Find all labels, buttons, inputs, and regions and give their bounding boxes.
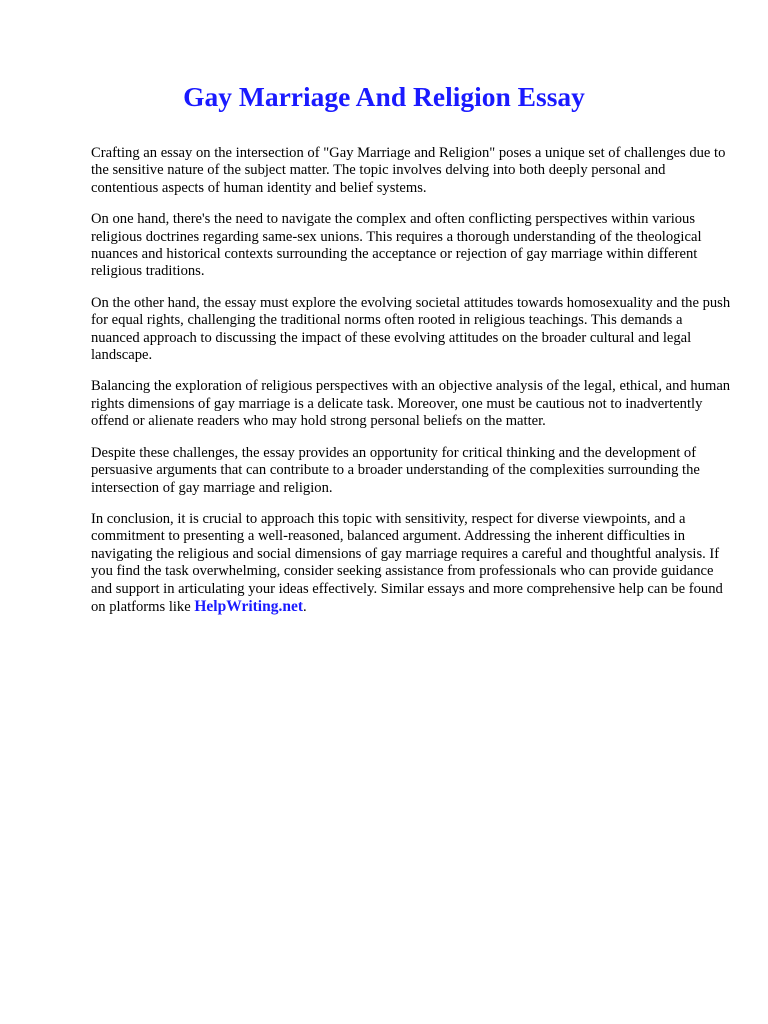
conclusion-text: In conclusion, it is crucial to approach this topic with sensitivity, respect for diverse viewpoints, and a commitment to presenting a well-reasoned, balanced argument. Addressing the inherent difficulties in navigating the religious and social dimensions of gay marriage requires a careful and thoughtful analysis. If you find the task overwhelming, consider seeking assistance from professionals who can provide guidance and support in articulating your ideas effectively. Similar essays and more comprehensive help can be found on platforms like	[91, 510, 723, 615]
conclusion-period: .	[303, 598, 307, 615]
paragraph-4: Balancing the exploration of religious perspectives with an objective analysis of the legal, ethical, and human rights dimensions of gay marriage is a delicate task. Moreover, one must be cautious not to inadvertently offend or alienate readers who may hold strong personal beliefs on the matter.	[91, 378, 731, 430]
paragraph-1: Crafting an essay on the intersection of "Gay Marriage and Religion" poses a unique set of challenges due to the sensitive nature of the subject matter. The topic involves delving into both deeply personal and contentious aspects of human identity and belief systems.	[91, 145, 726, 196]
essay-body	[91, 145, 731, 630]
paragraph-3: On the other hand, the essay must explore the evolving societal attitudes towards homosexuality and the push for equal rights, challenging the traditional norms often rooted in religious teachings. This demands a nuanced approach to discussing the impact of these evolving attitudes on the broader cultural and legal landscape.	[91, 294, 731, 364]
paragraph-5: Despite these challenges, the essay provides an opportunity for critical thinking and the development of persuasive arguments that can contribute to a broader understanding of the complexities surrounding the intersection of gay marriage and religion.	[91, 444, 700, 496]
helpwriting-link[interactable]: HelpWriting.net	[194, 597, 304, 615]
conclusion-paragraph	[91, 511, 731, 616]
paragraph-2: On one hand, there's the need to navigate the complex and often conflicting perspectives within various religious doctrines regarding same-sex unions. This requires a thorough understanding of the theological nuances and historical contexts surrounding the acceptance or rejection of gay marriage within different religious traditions.	[91, 211, 702, 280]
page-title: Gay Marriage And Religion Essay	[183, 81, 585, 112]
